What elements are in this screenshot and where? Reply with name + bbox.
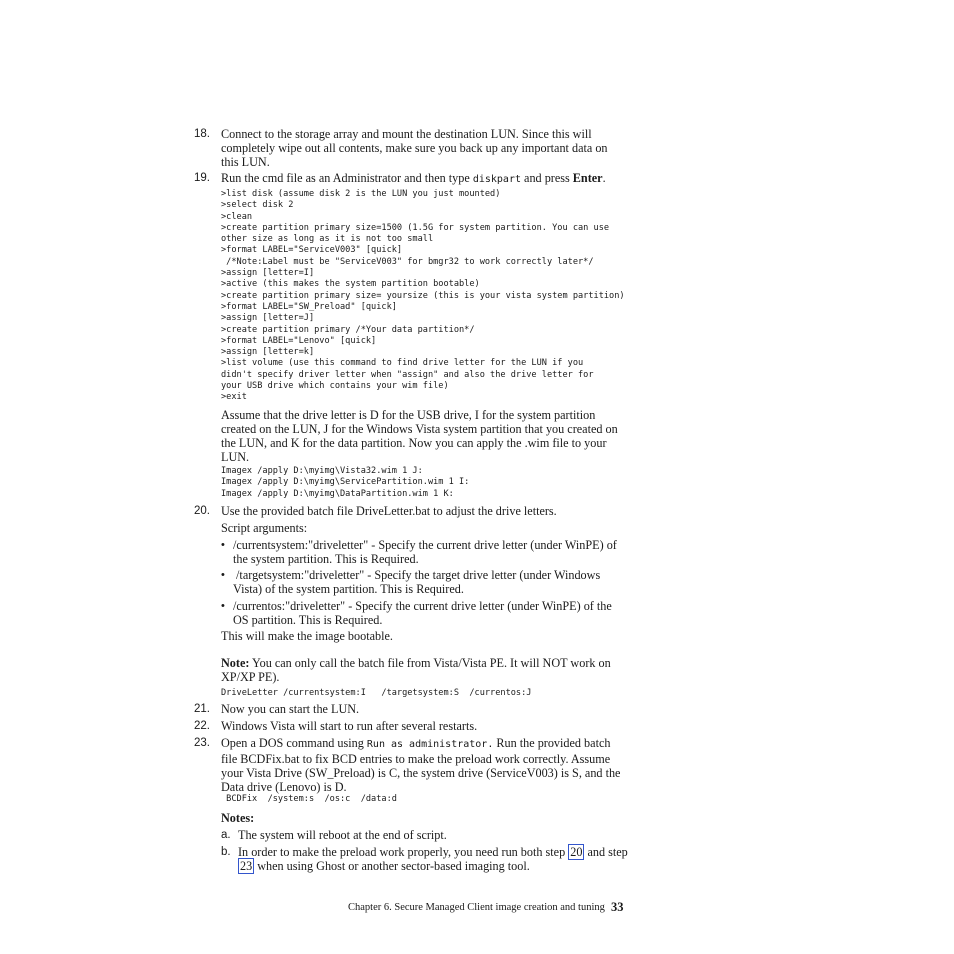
notes-label-text: Notes: bbox=[221, 811, 255, 825]
page-number: 33 bbox=[611, 900, 624, 914]
diskpart-command: diskpart bbox=[472, 174, 521, 185]
driveletter-code: DriveLetter /currentsystem:I /targetsystem:S /currentos:J bbox=[221, 688, 532, 698]
step-19-text-post: . bbox=[602, 171, 606, 185]
step-19-text bbox=[221, 171, 623, 187]
step-23-text-pre: Open a DOS command using bbox=[221, 736, 367, 750]
step-number-22: 22. bbox=[194, 720, 210, 732]
note-a-letter: a. bbox=[221, 829, 231, 841]
note-b-mid: and step bbox=[584, 845, 628, 859]
notes-label bbox=[221, 811, 623, 825]
note-b-post: when using Ghost or another sector-based imaging tool. bbox=[254, 859, 530, 873]
imagex-code-block: Imagex /apply D:\myimg\Vista32.wim 1 J: Imagex /apply D:\myimg\ServicePartition.wim 1 I: Imagex /apply D:\myimg\DataPartition.wim 1 K: bbox=[221, 466, 470, 499]
note-paragraph bbox=[221, 656, 623, 684]
argument-targetsystem: /targetsystem:"driveletter" - Specify the target drive letter (under Windows Vista) of the system partition. This is Required. bbox=[233, 568, 604, 596]
note-a-text: The system will reboot at the end of script. bbox=[238, 828, 447, 842]
step-20-link[interactable]: 20 bbox=[570, 845, 583, 859]
note-b-letter: b. bbox=[221, 846, 231, 858]
step-23-text-post: Run the provided batch file BCDFix.bat to fix BCD entries to make the preload work correctly. Assume your Vista Drive (SW_Preload) is C, the system drive (ServiceV003) is S, and the Data drive (Lenovo) is D. bbox=[221, 736, 621, 794]
argument-currentos: /currentos:"driveletter" - Specify the current drive letter (under WinPE) of the OS partition. This is Required. bbox=[233, 599, 612, 627]
note-b-pre: In order to make the preload work properly, you need run both step bbox=[238, 845, 569, 859]
step-23-text bbox=[221, 736, 623, 794]
step-22-text: Windows Vista will start to run after several restarts. bbox=[221, 719, 478, 733]
drive-letter-assumption: Assume that the drive letter is D for the USB drive, I for the system partition created on the LUN, J for the Windows Vista system partition that you created on the LUN, and K for the data partition. Now you can apply the .wim file to your LUN. bbox=[221, 408, 618, 464]
step-number-23: 23. bbox=[194, 737, 210, 749]
step-18-text: Connect to the storage array and mount the destination LUN. Since this will completely wipe out all contents, make sure you back up any important data on this LUN. bbox=[221, 127, 608, 169]
step-number-20: 20. bbox=[194, 505, 210, 517]
note-text: You can only call the batch file from Vista/Vista PE. It will NOT work on XP/XP PE). bbox=[221, 656, 611, 684]
note-b-text bbox=[238, 845, 628, 873]
chapter-footer: Chapter 6. Secure Managed Client image creation and tuning bbox=[348, 902, 605, 913]
step-number-21: 21. bbox=[194, 703, 210, 715]
argument-currentsystem: /currentsystem:"driveletter" - Specify the current drive letter (under WinPE) of the system partition. This is Required. bbox=[233, 538, 617, 566]
step-19-text-mid: and press bbox=[521, 171, 573, 185]
bullet-marker: • bbox=[221, 569, 225, 581]
bootable-text: This will make the image bootable. bbox=[221, 629, 393, 643]
bullet-marker: • bbox=[221, 539, 225, 551]
step-21-text: Now you can start the LUN. bbox=[221, 702, 360, 716]
diskpart-code-block: >list disk (assume disk 2 is the LUN you just mounted) >select disk 2 >clean >create partition primary size=1500 (1.5G for system partition. You can use other size as long as it is not too small >format LABEL="ServiceV003" [quick] /*Note:Label must be "ServiceV003" for bmgr32 to work correctly later*/ >assign [letter=I] >active (this makes the system partition bootable) >create partition primary size= yoursize (this is your vista system partition) >format LABEL="SW_Preload" [quick] >assign [letter=J] >create partition primary /*Your data partition*/ >format LABEL="Lenovo" [quick] >assign [letter=k] >list volume (use this command to find drive letter for the LUN if you didn't specify driver letter when "assign" and also the drive letter for your USB drive which contains your wim file) >exit bbox=[221, 189, 625, 403]
step-19-text-pre: Run the cmd file as an Administrator and then type bbox=[221, 171, 473, 185]
note-label: Note: bbox=[221, 656, 250, 670]
enter-key-label: Enter bbox=[572, 171, 603, 185]
step-number-19: 19. bbox=[194, 172, 210, 184]
run-as-admin-command: Run as administrator. bbox=[366, 739, 494, 750]
bullet-marker: • bbox=[221, 600, 225, 612]
script-arguments-label: Script arguments: bbox=[221, 521, 308, 535]
bcdfix-code: BCDFix /system:s /os:c /data:d bbox=[221, 794, 397, 804]
step-23-link[interactable]: 23 bbox=[240, 859, 253, 873]
step-number-18: 18. bbox=[194, 128, 210, 140]
step-20-text: Use the provided batch file DriveLetter.bat to adjust the drive letters. bbox=[221, 504, 557, 518]
